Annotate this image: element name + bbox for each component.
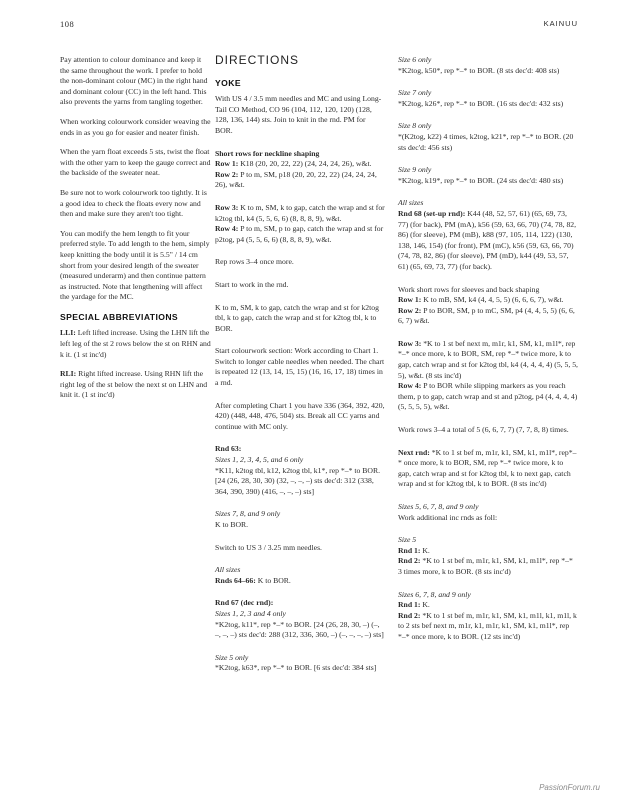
round-text: K. [420, 600, 430, 610]
size-label: Size 7 only [398, 88, 432, 98]
paragraph: K to m, SM, k to gap, catch the wrap and st for k2tog tbl, k to gap, catch the wrap and st for k2tog tbl, k to BOR. [215, 302, 379, 333]
row-text: K to mB, SM, k4 (4, 4, 5, 5) (6, 6, 6, 7), w&t. [421, 295, 564, 305]
size-label: Sizes 1, 2, 3 and 4 only [215, 608, 286, 618]
row-label: Row 4: [398, 381, 422, 391]
size-label: Size 6 only [398, 55, 432, 64]
round-text: *K2tog, k26*, rep *–* to BOR. (16 sts dec'd: 432 sts) [398, 98, 564, 108]
column-left [60, 55, 212, 410]
row-label: Row 4: [215, 224, 239, 234]
round-instruction [398, 611, 578, 643]
row-label: Row 1: [398, 295, 422, 305]
row-instruction [398, 381, 578, 413]
round-label: Rnd 67 (dec rnd): [215, 598, 274, 608]
size-label: Size 5 [398, 535, 417, 545]
row-instruction [215, 170, 385, 191]
row-text: P to m, SM, p18 (20, 20, 22, 22) (24, 24, 24, 26), w&t. [215, 169, 377, 190]
size-label: Size 9 only [398, 165, 432, 175]
section-heading: SPECIAL ABBREVIATIONS [60, 311, 179, 322]
round-label: Rnd 1: [398, 600, 421, 610]
round-text: *K2tog, k63*, rep *–* to BOR. [6 sts dec'd: 384 sts] [215, 663, 377, 673]
row-label: Row 1: [215, 159, 239, 169]
size-label: All sizes [398, 198, 424, 208]
definition: Left lifted increase. Using the LHN lift the left leg of the st 2 rows below the st on RHN and k it. (1 st inc'd) [60, 328, 211, 359]
round-text: *K2tog, k19*, rep *–* to BOR. (24 sts dec'd: 480 sts) [398, 175, 564, 185]
paragraph: Work additional inc rnds as foll: [398, 512, 498, 522]
round-label: Rnds 64–66: [215, 575, 256, 585]
abbreviation-lli [60, 328, 212, 360]
term: RLI: [60, 369, 77, 379]
round-text: K. [420, 545, 430, 555]
column-middle [215, 55, 385, 683]
size-label: Sizes 6, 7, 8, and 9 only [398, 589, 471, 599]
row-label: Row 3: [398, 338, 422, 348]
round-label: Rnd 63: [215, 444, 242, 454]
row-text: P to BOR, SM, p to mC, SM, p4 (4, 4, 5, 5) (6, 6, 6, 7) w&t. [398, 305, 575, 326]
round-instruction [398, 556, 578, 577]
round-text: K44 (48, 52, 57, 61) (65, 69, 73, 77) (for back), PM (mA), k56 (59, 63, 66, 70) (74, 78, 82, 86) (for sleeve), PM (mB), k88 (97, 105, 114, 122) (130, 138, 146, 154) (for front), PM (mC), k56 (59, 63, 66, 70) (74, 78, 82, 86) (for sleeve), PM (mD), k44 (49, 53, 57, 61) (65, 69, 73, 77) (for back). [398, 208, 577, 271]
round-label: Next rnd: [398, 447, 430, 457]
round-text: *K to 1 st bef m, m1r, k1, SM, k1, m1l*, rep*–* once more, k to BOR, SM, rep *–* twice more, k to gap, catch wrap and st for k2tog tbl, k to next gap, catch wrap and st for k2tog tbl, k to BOR. (8 sts inc'd) [398, 447, 577, 489]
watermark: PassionForum.ru [539, 783, 600, 792]
round-text: *K to 1 st bef m, m1r, k1, SM, k1, m1l*, rep *–* 3 times more, k to BOR. (8 sts inc'd) [398, 556, 573, 576]
row-text: P to m, SM, p to gap, catch the wrap and st for p2tog, p4 (5, 5, 6, 6) (8, 8, 8, 9), w&t. [215, 224, 384, 244]
row-text: P to BOR while slipping markers as you reach them, p to gap, catch wrap and st and p2tog, p4 (4, 4, 4, 4) (5, 5, 5, 5), w&t. [398, 381, 578, 412]
page-number: 108 [60, 19, 75, 29]
paragraph: Work rows 3–4 a total of 5 (6, 6, 7, 7) (7, 7, 8, 8) times. [398, 425, 569, 435]
directions-heading: DIRECTIONS [215, 53, 300, 67]
size-label: Sizes 1, 2, 3, 4, 5, and 6 only [215, 455, 304, 465]
round-instruction [398, 209, 578, 273]
paragraph: Pay attention to colour dominance and keep it the same throughout the work. I prefer to hold the non-dominant colour (MC) in the right hand and dominant colour (CC) in the left hand. This also prevents the yarns from tangling together. [60, 55, 208, 107]
round-text: K to BOR. [215, 520, 249, 529]
paragraph: With US 4 / 3.5 mm needles and MC and using Long-Tail CO Method, CO 96 (104, 112, 120, 120) (128, 128, 136, 144) sts. Join to knit in the rnd. PM for BOR. [215, 94, 382, 135]
paragraph: When working colourwork consider weaving the ends in as you go for easier and neater finish. [60, 116, 211, 137]
round-label: Rnd 2: [398, 610, 421, 620]
row-label: Row 3: [215, 202, 239, 212]
row-instruction [215, 224, 385, 245]
row-label: Row 2: [215, 169, 239, 179]
yoke-heading: YOKE [215, 77, 241, 88]
paragraph: Work short rows for sleeves and back shaping [398, 284, 540, 294]
size-label: Size 5 only [215, 652, 249, 662]
round-text: *K2tog, k11*, rep *–* to BOR. [24 (26, 28, 30, –) (–, –, –, –) sts dec'd: 288 (312, 336, 360, –) (–, –, –, –) sts] [215, 619, 384, 640]
round-text: *K2tog, k50*, rep *–* to BOR. (8 sts dec'd: 408 sts) [398, 65, 560, 75]
size-label: Sizes 5, 6, 7, 8, and 9 only [398, 502, 479, 511]
size-label: All sizes [215, 565, 241, 575]
term: LLI: [60, 328, 76, 338]
paragraph: Switch to US 3 / 3.25 mm needles. [215, 542, 322, 552]
paragraph: You can modify the hem length to fit your preferred style. To add length to the hem, simply keep knitting the body until it is 5.5" / 14 cm short from your desired length of the sweater (measured underarm) and then continue pattern as instructed. Note that lengthening will affect the yardage for the MC. [60, 228, 210, 302]
round-text: *K to 1 st bef m, m1r, k1, SM, k1, m1l, k1, m1l, k to 2 sts bef next m, m1r, k1, m1r, k1, SM, k1, m1l*, rep *–* once more, k to BOR. (12 sts inc'd) [398, 610, 577, 641]
column-right [398, 55, 578, 652]
row-text: K18 (20, 20, 22, 22) (24, 24, 24, 26), w&t. [238, 159, 372, 169]
round-instruction [398, 600, 578, 611]
round-instruction [398, 448, 578, 490]
size-label: Sizes 7, 8, and 9 only [215, 509, 281, 519]
definition: Right lifted increase. Using RHN lift the right leg of the st below the next st on LHN and knit it. (1 st inc'd) [60, 369, 208, 400]
row-instruction [215, 203, 385, 224]
paragraph: When the yarn float exceeds 5 sts, twist the float with the other yarn to keep the gauge correct and the backside of the sweater neat. [60, 147, 211, 178]
running-header: KAINUU [543, 19, 578, 28]
row-text: K to m, SM, k to gap, catch the wrap and st for k2tog tbl, k4 (5, 5, 6, 6) (8, 8, 8, 9), w&t. [215, 202, 385, 223]
round-label: Rnd 2: [398, 556, 421, 566]
round-instruction [398, 546, 578, 557]
round-text: *K11, k2tog tbl, k12, k2tog tbl, k1*, rep *–* to BOR. [24 (26, 28, 30, 30) (32, –, –, –) sts dec'd: 312 (338, 364, 390, 390) (416, –, –, –) sts] [215, 465, 380, 496]
row-instruction [398, 306, 578, 327]
paragraph: Rep rows 3–4 once more. [215, 257, 294, 267]
round-text: *(K2tog, k22) 4 times, k2tog, k21*, rep *–* to BOR. (20 sts dec'd: 456 sts) [398, 131, 574, 152]
paragraph: Start to work in the rnd. [215, 279, 289, 289]
size-label: Size 8 only [398, 121, 432, 131]
paragraph: Be sure not to work colourwork too tightly. It is a good idea to check the floats every now and then and make sure they aren't too tight. [60, 187, 207, 219]
paragraph: After completing Chart 1 you have 336 (364, 392, 420, 420) (448, 448, 476, 504) sts. Break all CC yarns and continue with MC only. [215, 400, 385, 431]
row-text: *K to 1 st bef next m, m1r, k1, SM, k1, m1l*, rep *–* once more, k to BOR, SM, rep *–* twice more, k to gap, catch wrap and st for k2tog tbl, k4 (4, 4, 4, 4) (5, 5, 5, 5), w&t. (8 sts inc'd) [398, 338, 578, 380]
row-instruction [215, 159, 385, 170]
abbreviation-rli [60, 369, 212, 401]
row-instruction [398, 295, 578, 306]
round-instruction [215, 576, 385, 587]
row-label: Row 2: [398, 305, 422, 315]
subheading: Short rows for neckline shaping [215, 148, 320, 158]
round-label: Rnd 68 (set-up rnd): [398, 208, 466, 218]
round-label: Rnd 1: [398, 545, 421, 555]
row-instruction [398, 339, 578, 381]
round-text: K to BOR. [255, 575, 291, 585]
paragraph: Start colourwork section: Work according to Chart 1. Switch to longer cable needles when needed. The chart is repeated 12 (13, 14, 15, 15) (16, 16, 17, 18) times in a rnd. [215, 346, 385, 388]
